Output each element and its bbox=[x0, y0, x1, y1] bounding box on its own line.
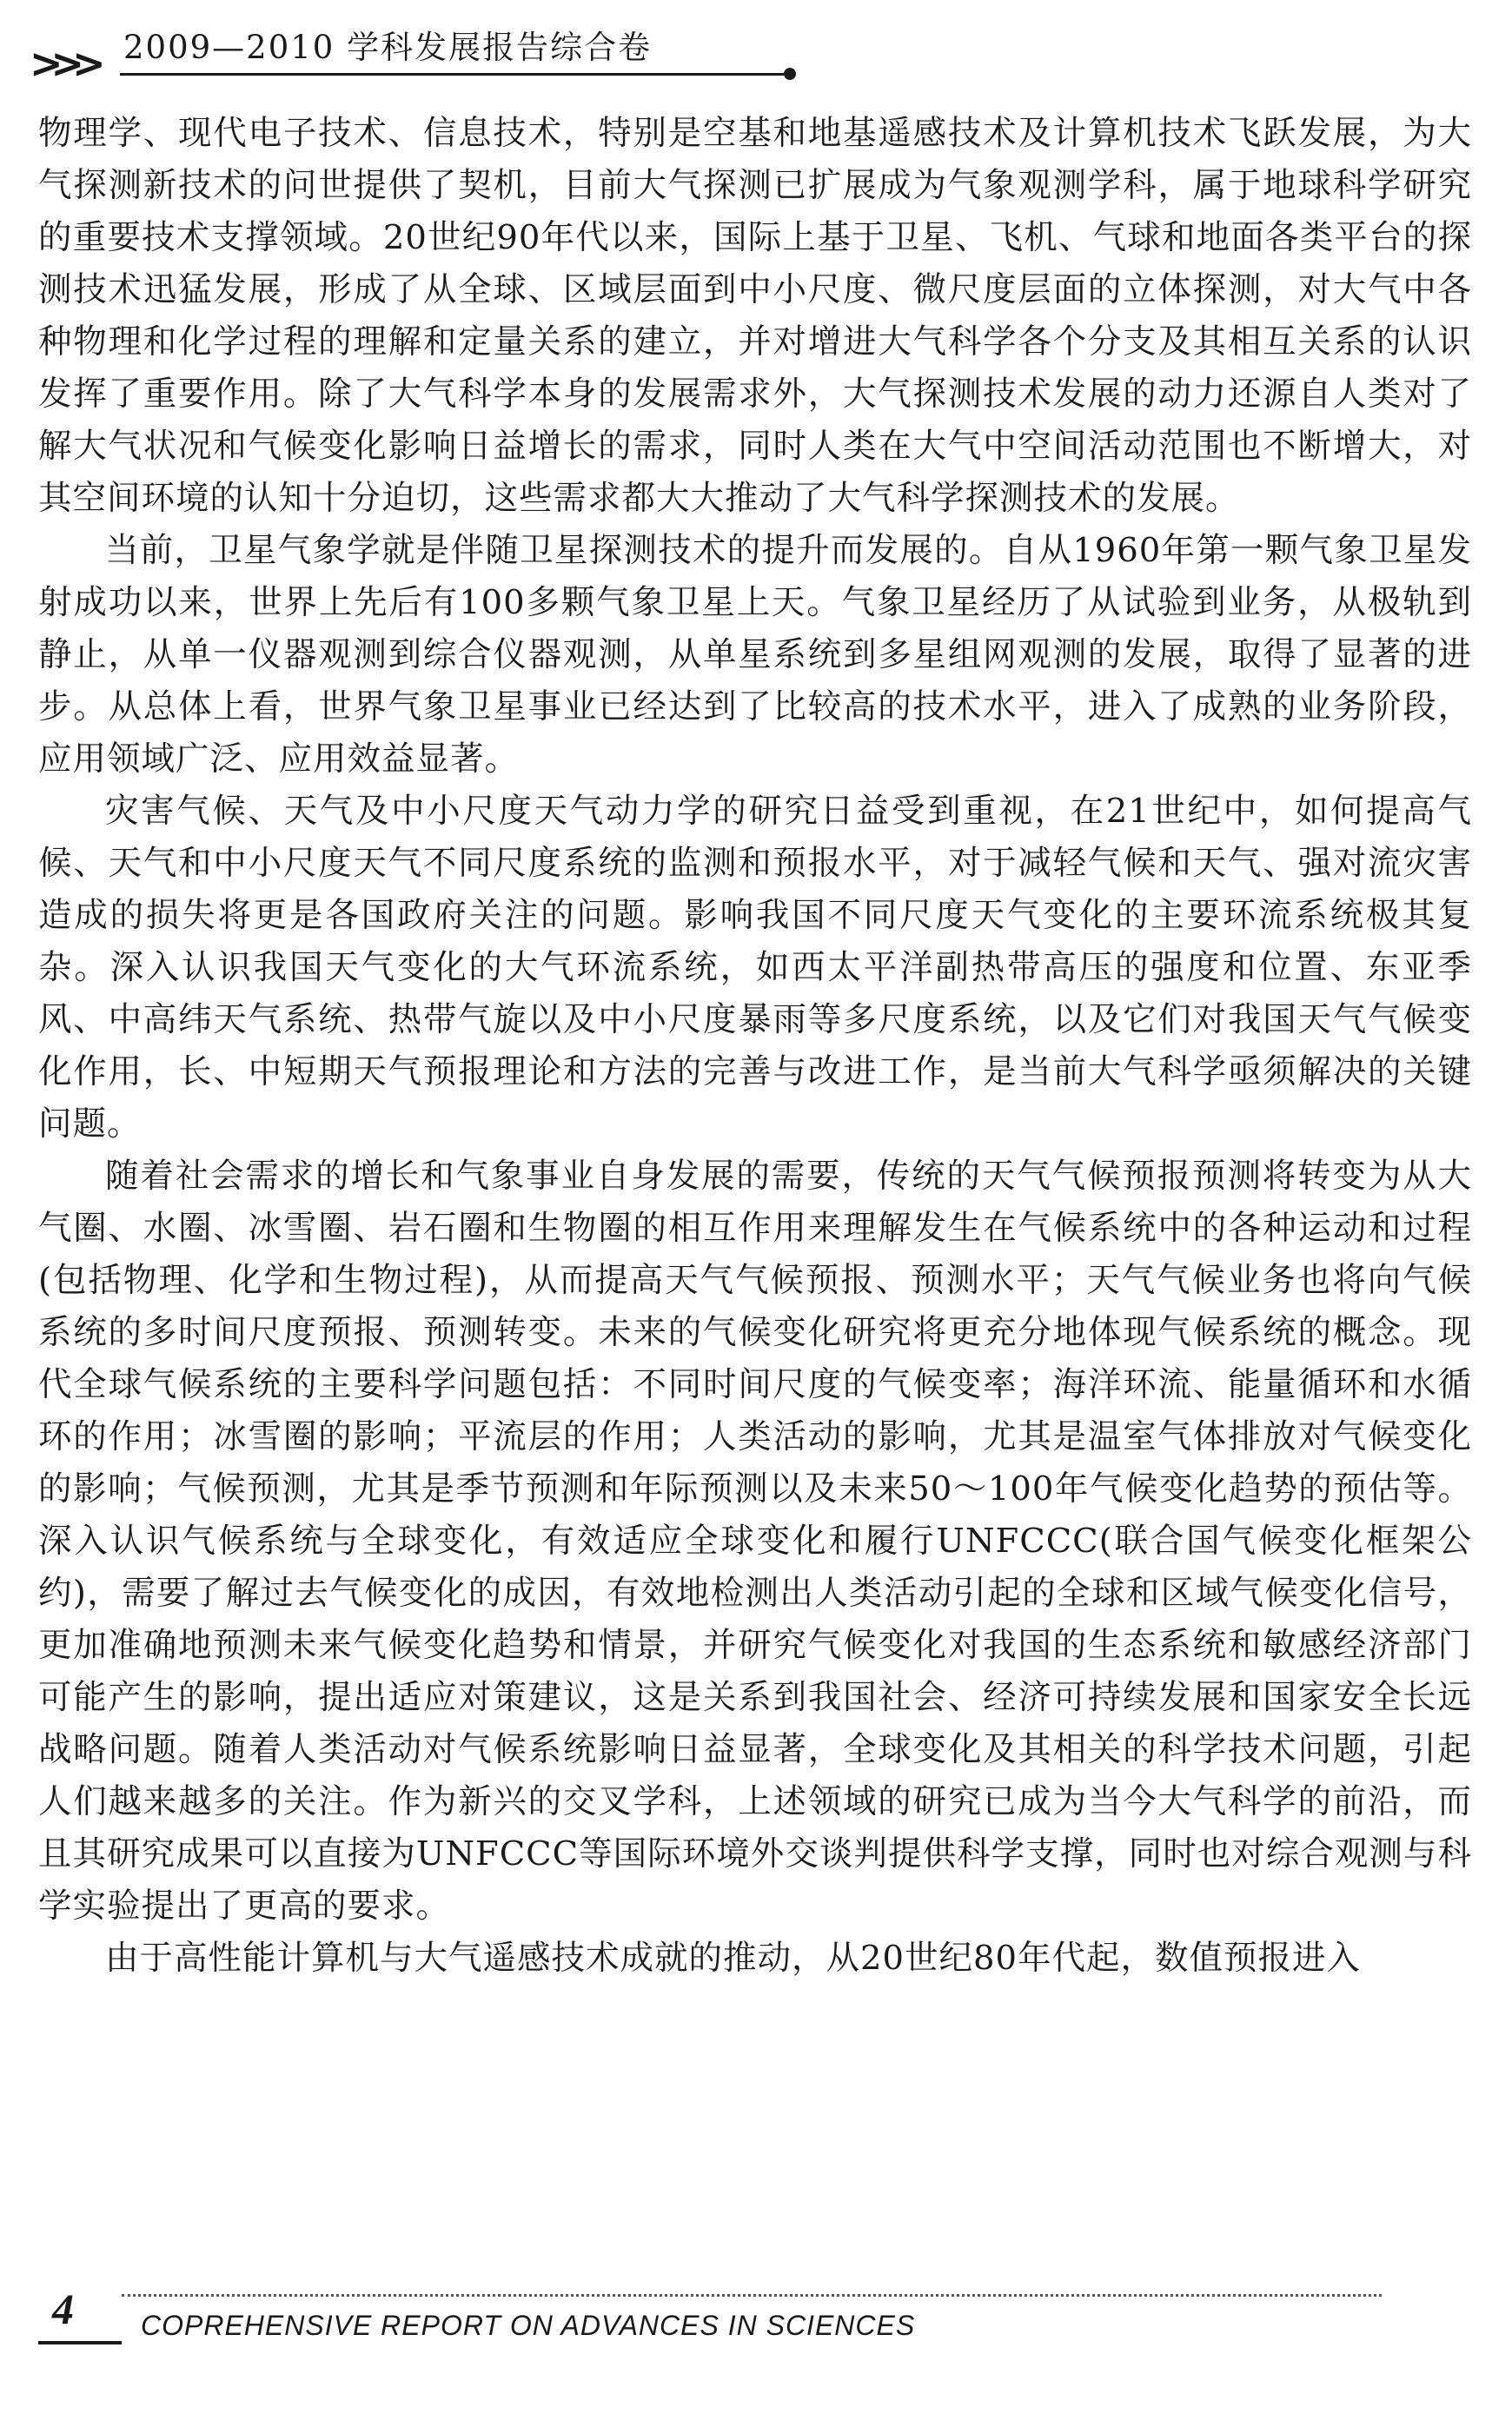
header-rule bbox=[120, 73, 789, 76]
page-number-rule bbox=[38, 2341, 122, 2344]
paragraph-2: 当前，卫星气象学就是伴随卫星探测技术的提升而发展的。自从1960年第一颗气象卫星发射成功以来，世界上先后有100多颗气象卫星上天。气象卫星经历了从试验到业务，从极轨到静止，从单一仪器观测到综合仪器观测，从单星系统到多星组网观测的发展，取得了显著的进步。从总体上看，世界气象卫星事业已经达到了比较高的技术水平，进入了成熟的业务阶段，应用领域广泛、应用效益显著。 bbox=[38, 531, 1472, 779]
paragraph-5: 由于高性能计算机与大气遥感技术成就的推动，从20世纪80年代起，数值预报进入 bbox=[105, 1939, 1361, 1978]
paragraph-3: 灾害气候、天气及中小尺度天气动力学的研究日益受到重视，在21世纪中，如何提高气候、天气和中小尺度天气不同尺度系统的监测和预报水平，对于减轻气候和天气、强对流灾害造成的损失将更是各国政府关注的问题。影响我国不同尺度天气变化的主要环流系统极其复杂。深入认识我国天气变化的大气环流系统，如西太平洋副热带高压的强度和位置、东亚季风、中高纬天气系统、热带气旋以及中小尺度暴雨等多尺度系统，以及它们对我国天气气候变化作用，长、中短期天气预报理论和方法的完善与改进工作，是当前大气科学亟须解决的关键问题。 bbox=[38, 792, 1472, 1144]
running-header-title: 2009—2010 学科发展报告综合卷 bbox=[123, 29, 653, 66]
paragraph-4: 随着社会需求的增长和气象事业自身发展的需要，传统的天气气候预报预测将转变为从大气圈、水圈、冰雪圈、岩石圈和生物圈的相互作用来理解发生在气候系统中的各种运动和过程(包括物理、化学和生物过程)，从而提高天气气候预报、预测水平；天气气候业务也将向气候系统的多时间尺度预报、预测转变。未来的气候变化研究将更充分地体现气候系统的概念。现代全球气候系统的主要科学问题包括：不同时间尺度的气候变率；海洋环流、能量循环和水循环的作用；冰雪圈的影响；平流层的作用；人类活动的影响，尤其是温室气体排放对气候变化的影响；气候预测，尤其是季节预测和年际预测以及未来50～100年气候变化趋势的预估等。深入认识气候系统与全球变化，有效适应全球变化和履行UNFCCC(联合国气候变化框架公约)，需要了解过去气候变化的成因，有效地检测出人类活动引起的全球和区域气候变化信号，更加准确地预测未来气候变化趋势和情景，并研究气候变化对我国的生态系统和敏感经济部门可能产生的影响，提出适应对策建议，这是关系到我国社会、经济可持续发展和国家安全长远战略问题。随着人类活动对气候系统影响日益显著，全球变化及其相关的科学技术问题，引起人们越来越多的关注。作为新兴的交叉学科，上述领域的研究已成为当今大气科学的前沿，而且其研究成果可以直接为UNFCCC等国际环境外交谈判提供科学支撑，同时也对综合观测与科学实验提出了更高的要求。 bbox=[38, 1157, 1472, 1926]
header-rule-end-dot bbox=[784, 68, 796, 80]
footer-publication-title: COPREHENSIVE REPORT ON ADVANCES IN SCIENCES bbox=[141, 2310, 916, 2341]
footer-dotted-rule bbox=[122, 2294, 1382, 2297]
chevron-right-icon: >>> bbox=[30, 40, 94, 87]
page-number: 4 bbox=[52, 2285, 74, 2333]
page-footer bbox=[38, 2278, 1472, 2357]
body-text bbox=[38, 108, 1472, 1985]
paragraph-1: 物理学、现代电子技术、信息技术，特别是空基和地基遥感技术及计算机技术飞跃发展，为大气探测新技术的问世提供了契机，目前大气探测已扩展成为气象观测学科，属于地球科学研究的重要技术支撑领域。20世纪90年代以来，国际上基于卫星、飞机、气球和地面各类平台的探测技术迅猛发展，形成了从全球、区域层面到中小尺度、微尺度层面的立体探测，对大气中各种物理和化学过程的理解和定量关系的建立，并对增进大气科学各个分支及其相互关系的认识发挥了重要作用。除了大气科学本身的发展需求外，大气探测技术发展的动力还源自人类对了解大气状况和气候变化影响日益增长的需求，同时人类在大气中空间活动范围也不断增大，对其空间环境的认知十分迫切，这些需求都大大推动了大气科学探测技术的发展。 bbox=[38, 114, 1472, 518]
running-header bbox=[30, 19, 1455, 92]
